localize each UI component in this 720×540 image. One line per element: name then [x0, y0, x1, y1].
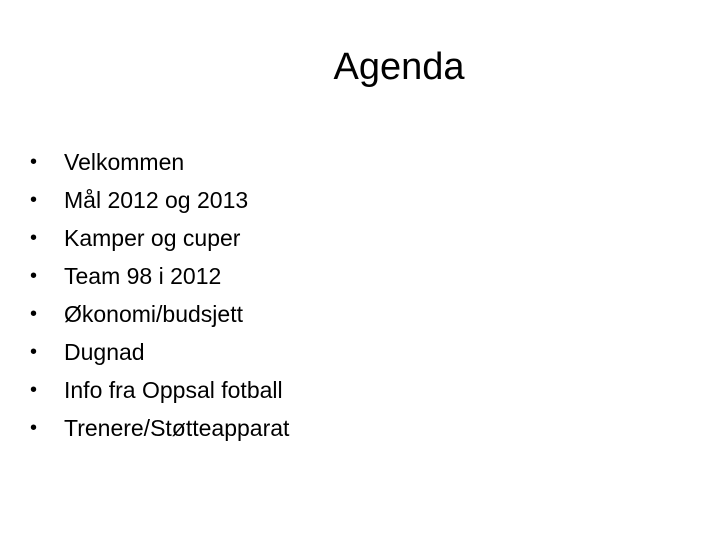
- list-item: [30, 181, 670, 219]
- list-item: [30, 409, 670, 447]
- list-item-label: Dugnad: [64, 339, 145, 365]
- bullet-icon: •: [30, 151, 38, 173]
- bullet-icon: •: [30, 189, 38, 211]
- list-item-label: Velkommen: [64, 149, 185, 175]
- list-item-label: Kamper og cuper: [64, 225, 241, 251]
- list-item-label: Mål 2012 og 2013: [64, 187, 249, 213]
- bullet-icon: •: [30, 265, 38, 287]
- list-item: [30, 219, 670, 257]
- list-item-label: Team 98 i 2012: [64, 263, 222, 289]
- list-item: [30, 333, 670, 371]
- list-item: [30, 257, 670, 295]
- list-item-label: Trenere/Støtteapparat: [64, 415, 290, 441]
- slide-title: [0, 42, 720, 92]
- bullet-icon: •: [30, 227, 38, 249]
- bullet-icon: •: [30, 417, 38, 439]
- list-item: [30, 143, 670, 181]
- bullet-icon: •: [30, 379, 38, 401]
- list-item: [30, 295, 670, 333]
- list-item: [30, 371, 670, 409]
- bullet-icon: •: [30, 341, 38, 363]
- bullet-icon: •: [30, 303, 38, 325]
- slide-title-text: Agenda: [333, 46, 465, 88]
- list-item-label: Økonomi/budsjett: [64, 301, 243, 327]
- agenda-list: [30, 143, 670, 447]
- list-item-label: Info fra Oppsal fotball: [64, 377, 283, 403]
